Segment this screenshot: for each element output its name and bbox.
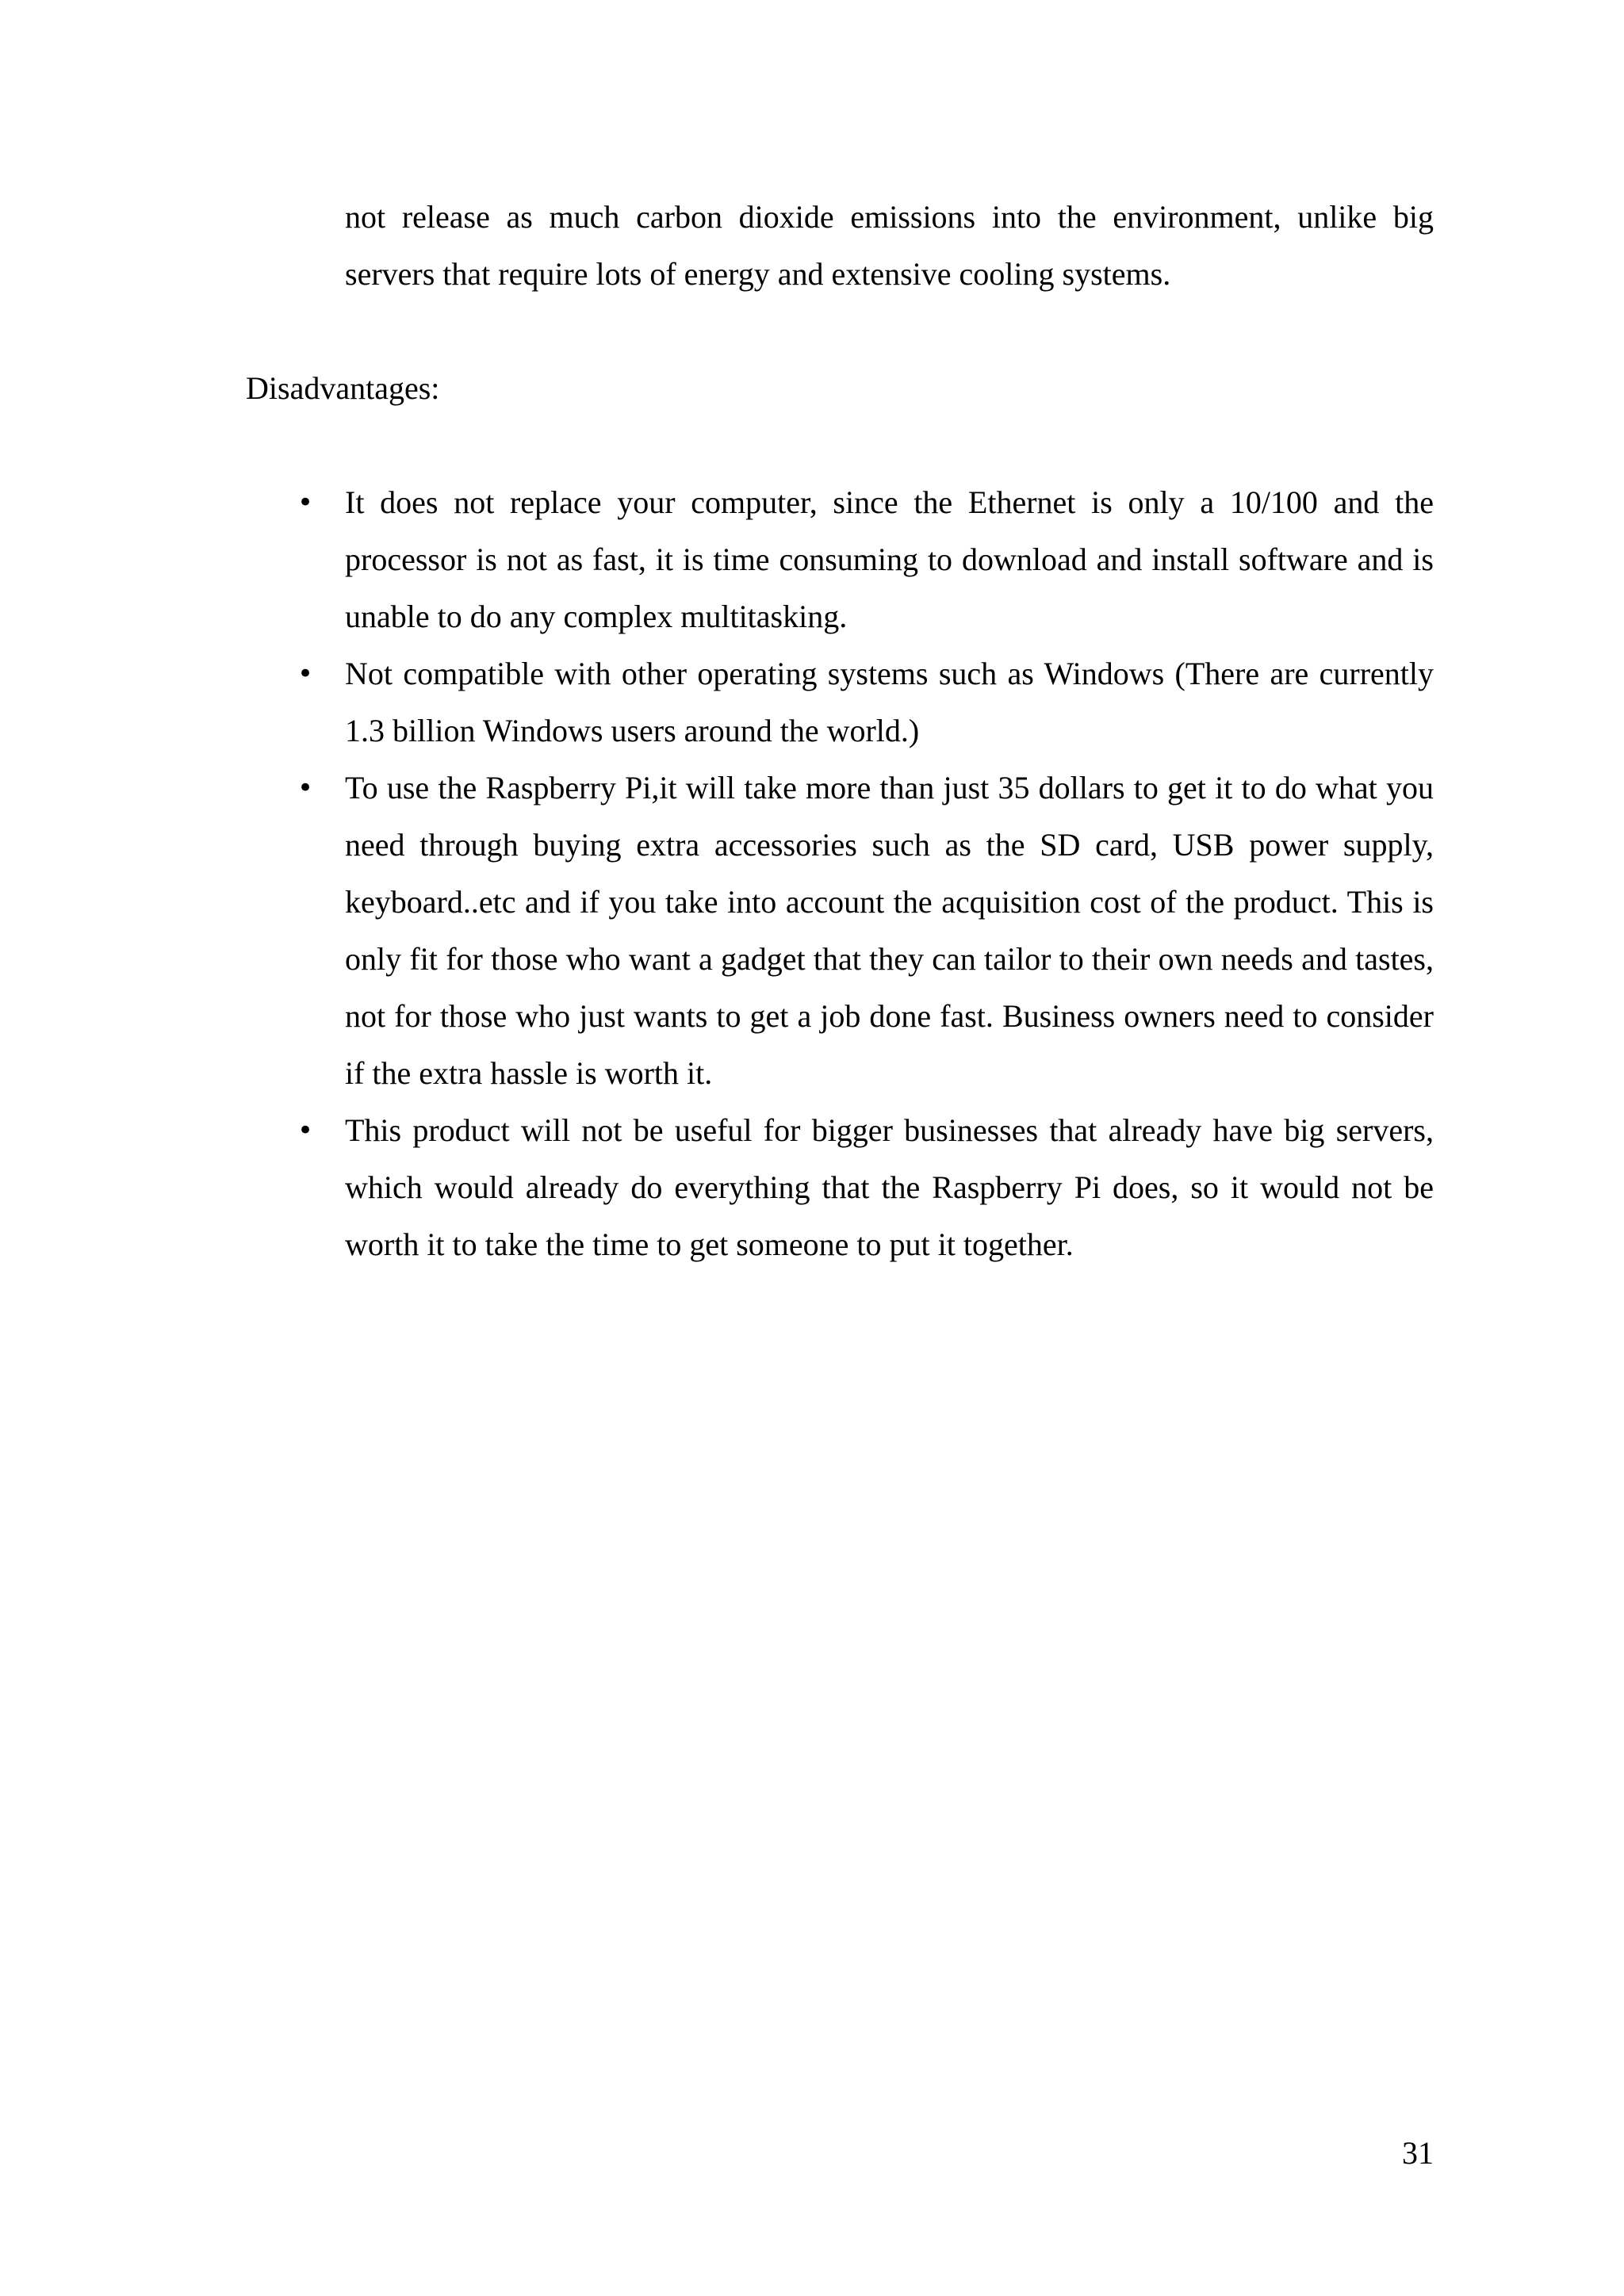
bullet-icon: • [297, 658, 314, 690]
list-item-text: This product will not be useful for bigger businesses that already have big servers, which would already do everything that the Raspberry Pi does, so it would not be worth it to take the time to get someone to put it together. [345, 1112, 1434, 1262]
list-item [293, 1102, 1434, 1273]
page-number: 31 [1402, 2135, 1434, 2171]
disadvantages-list [293, 474, 1434, 1273]
list-item [293, 474, 1434, 645]
list-item [293, 760, 1434, 1102]
list-item-text: Not compatible with other operating systems such as Windows (There are currently 1.3 billion Windows users around the world.) [345, 656, 1434, 748]
bullet-icon: • [297, 487, 314, 519]
continued-paragraph: not release as much carbon dioxide emissions into the environment, unlike big servers that require lots of energy and extensive cooling systems. [345, 199, 1434, 292]
bullet-icon: • [297, 772, 314, 804]
list-item-text: It does not replace your computer, since the Ethernet is only a 10/100 and the processor is not as fast, it is time consuming to download and install software and is unable to do any complex multitasking. [345, 484, 1434, 634]
list-item [293, 645, 1434, 760]
bullet-icon: • [297, 1115, 314, 1146]
list-item-text: To use the Raspberry Pi,it will take more than just 35 dollars to get it to do what you need through buying extra accessories such as the SD card, USB power supply, keyboard..etc and if you take into account the acquisition cost of the product. This is only fit for those who want a gadget that they can tailor to their own needs and tastes, not for those who just wants to get a job done fast. Business owners need to consider if the extra hassle is worth it. [345, 770, 1434, 1091]
section-heading-disadvantages: Disadvantages: [246, 370, 440, 406]
